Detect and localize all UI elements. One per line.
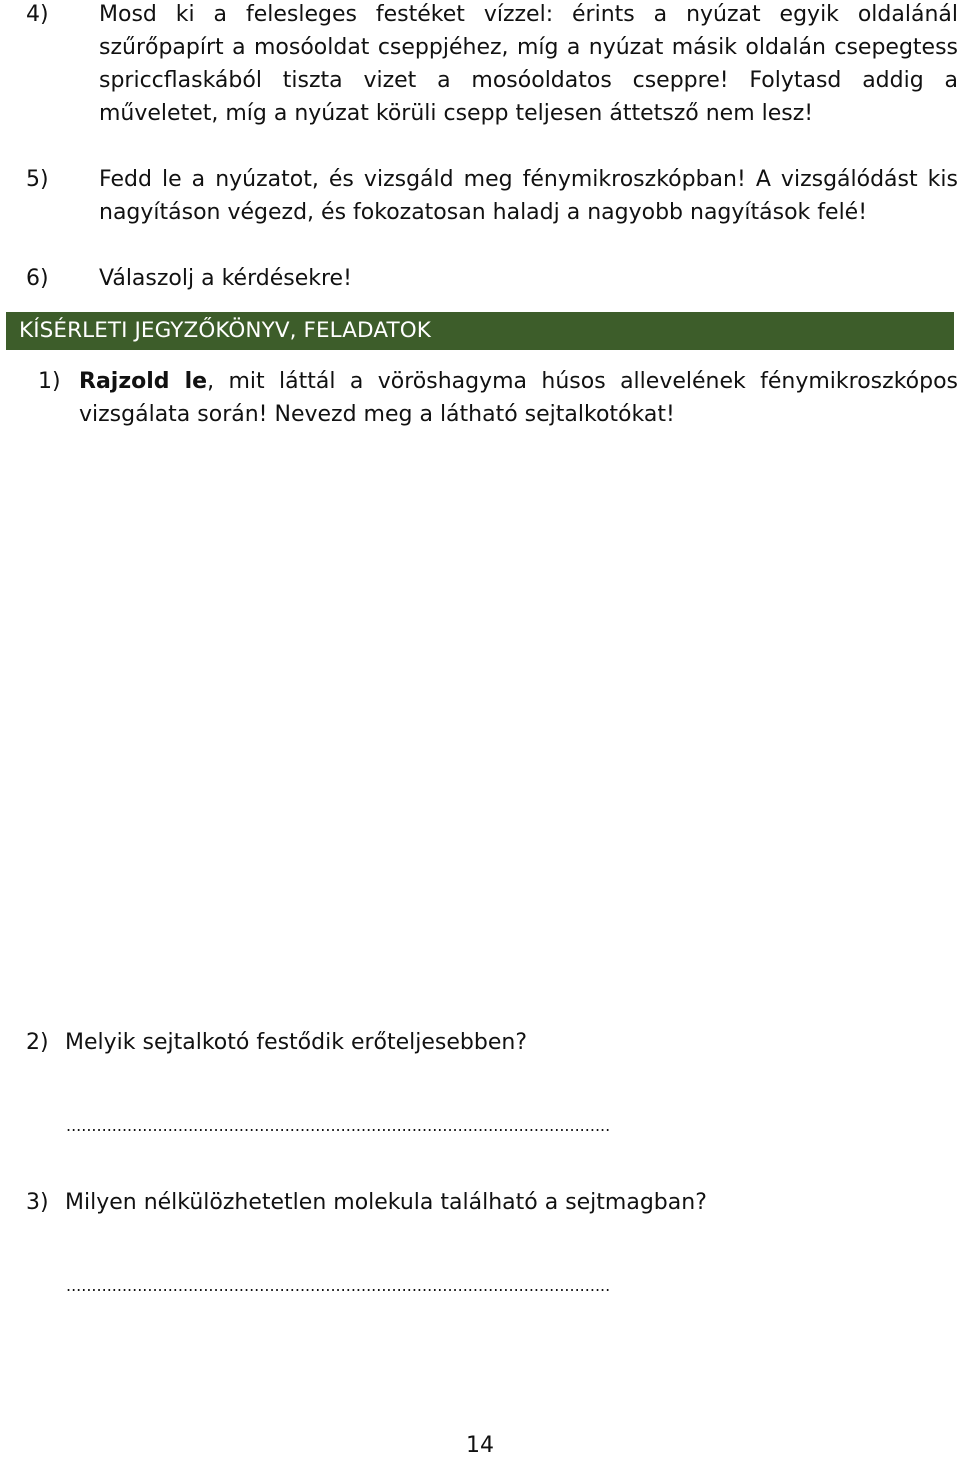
step-number: 5) — [26, 167, 49, 192]
step-5 — [26, 163, 958, 229]
task-2 — [26, 1026, 946, 1059]
task-number: 2) — [26, 1030, 49, 1055]
task-number: 3) — [26, 1190, 49, 1215]
step-number: 6) — [26, 266, 49, 291]
step-text: Válaszolj a kérdésekre! — [99, 266, 352, 291]
step-number: 4) — [26, 2, 49, 27]
step-6 — [26, 262, 958, 295]
answer-line[interactable]: ........................................................................................................... — [66, 1276, 611, 1295]
step-4 — [26, 0, 958, 130]
step-text: Fedd le a nyúzatot, és vizsgáld meg fénymikroszkópban! A vizsgálódást kis nagyításon végezd, és fokozatosan haladj a nagyobb nagyítások felé! — [99, 167, 958, 225]
section-heading: KÍSÉRLETI JEGYZŐKÖNYV, FELADATOK — [6, 312, 954, 350]
task-text — [79, 365, 958, 431]
task-1 — [38, 365, 958, 431]
task-text: Melyik sejtalkotó festődik erőteljesebben? — [65, 1030, 527, 1055]
step-text: Mosd ki a felesleges festéket vízzel: érints a nyúzat egyik oldalánál szűrőpapírt a mosóoldat cseppjéhez, míg a nyúzat másik oldalán csepegtess spriccflaskából tiszta vizet a mosóoldatos cseppre! Folytasd addig a műveletet, míg a nyúzat körüli csepp teljesen áttetsző nem lesz! — [99, 2, 958, 126]
task-3 — [26, 1186, 946, 1219]
task-number: 1) — [38, 369, 61, 394]
task-emphasis: Rajzold le — [79, 369, 208, 394]
answer-line[interactable]: ........................................................................................................... — [66, 1116, 611, 1135]
page-number: 14 — [466, 1433, 494, 1458]
task-text-rest: , mit láttál a vöröshagyma húsos allevelének fénymikroszkópos vizsgálata során! Nevezd meg a látható sejtalkotókat! — [79, 369, 958, 427]
task-text: Milyen nélkülözhetetlen molekula található a sejtmagban? — [65, 1190, 707, 1215]
